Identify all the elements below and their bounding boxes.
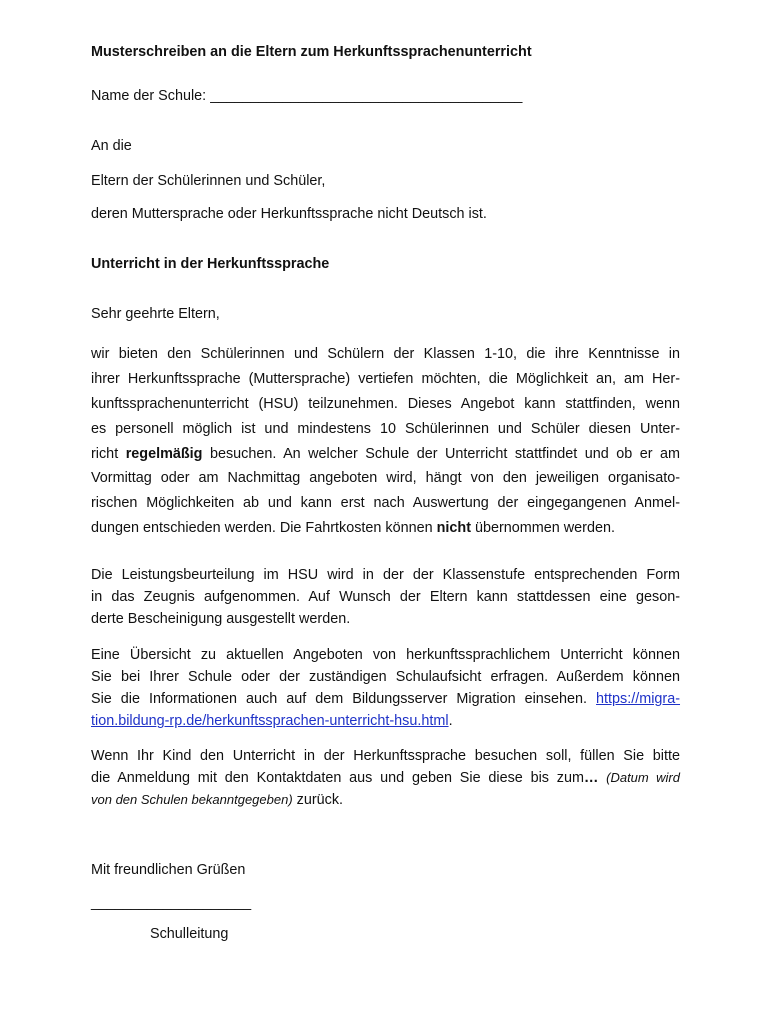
migration-link-part-1[interactable]: https://migra- [596,691,681,708]
date-note: (Datum wird [606,770,680,786]
paragraph-overview: Eine Übersicht zu aktuellen Angeboten von herkunftssprachlichem Unterricht können Sie bei Ihrer Schule oder der zuständigen Schulaufsicht erfragen. Außerdem können Sie die Informationen auch auf dem Bildungsserver Migration einsehen. https://migra- tion.bildung-rp.de/herkunftssprachen-unterricht-hsu.html. [91,647,681,730]
date-ellipsis: … [583,770,599,787]
paragraph-intro: wir bieten den Schülerinnen und Schülern der Klassen 1-10, die ihre Kenntnisse in ihrer Herkunftssprache (Muttersprache) vertiefen möchten, die Möglichkeit an, am Her- kunftssprachenunterricht (HSU) teilzunehmen. Dieses Angebot kann stattfinden, wenn es personell möglich ist und mindestens 10 Schülerinnen und Schüler diesen Unter- richt regelmäßig besuchen. An welcher Schule der Unterricht stattfindet und ob er am Vormittag oder am Nachmittag angeboten wird, hängt von den jeweiligen organisato- rischen Möglichkeiten ab und kann erst nach Auswertung der eingegangenen Anmel- dungen entschieden werden. Die Fahrtkosten können nicht übernommen werden. [91,346,681,537]
signature-label: Schulleitung [150,926,229,942]
emphasis-regelmaessig: regelmäßig [125,445,203,462]
closing: Mit freundlichen Grüßen [91,862,246,878]
recipient-line-1: An die [91,138,132,154]
paragraph-registration: Wenn Ihr Kind den Unterricht in der Herkunftssprache besuchen soll, füllen Sie bitte die Anmeldung mit den Kontaktdaten aus und geben Sie diese bis zum… (Datum wird von den Schulen bekanntgegeben) zurück. [91,748,680,809]
subject-line: Unterricht in der Herkunftssprache [91,256,330,272]
recipient-line-3: deren Muttersprache oder Herkunftssprache nicht Deutsch ist. [91,206,487,222]
migration-link-part-2[interactable]: tion.bildung-rp.de/herkunftssprachen-unterricht-hsu.html [91,713,449,730]
date-note-continued: von den Schulen bekanntgegeben) [91,792,293,808]
school-name-blank: _______________________________________ [210,88,523,104]
paragraph-assessment: Die Leistungsbeurteilung im HSU wird in der der Klassenstufe entsprechenden Form in das Zeugnis aufgenommen. Auf Wunsch der Eltern kann stattdessen eine geson- derte Bescheinigung ausgestellt werden. [91,567,680,628]
school-name-field [91,87,522,105]
school-name-label: Name der Schule: [91,88,207,104]
recipient-line-2: Eltern der Schülerinnen und Schüler, [91,173,326,189]
signature-line: ____________________ [91,895,252,911]
emphasis-nicht: nicht [436,520,471,537]
document-title: Musterschreiben an die Eltern zum Herkunftssprachenunterricht [91,44,532,60]
salutation: Sehr geehrte Eltern, [91,306,220,322]
